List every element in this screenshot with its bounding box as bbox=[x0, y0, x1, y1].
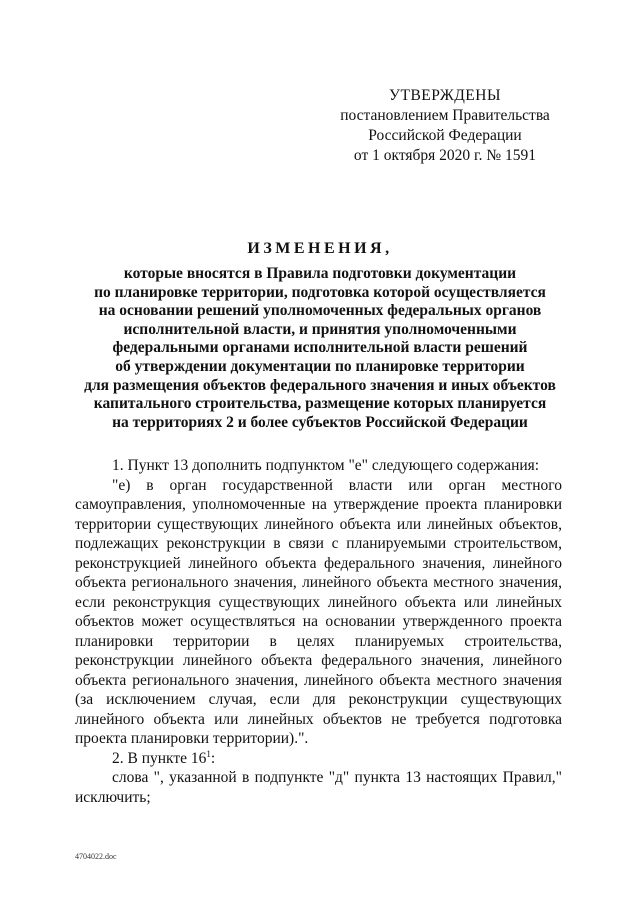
subtitle-line: исполнительной власти, и принятия уполномоченными bbox=[123, 320, 517, 338]
paragraph-1-line: (за исключением случая, если для реконструкции существующих bbox=[75, 691, 562, 708]
paragraph-1-line: объектов может осуществляться на основании утвержденного проекта bbox=[75, 613, 562, 630]
approval-line-2: Российской Федерации bbox=[368, 127, 522, 144]
approval-line-3: от 1 октября 2020 г. № 1591 bbox=[353, 147, 537, 164]
footnote-superscript: 1 bbox=[206, 748, 211, 759]
paragraph-2-line: слова ", указанной в подпункте "д" пункта 13 настоящих Правил," bbox=[112, 769, 562, 786]
subtitle-line: по планировке территории, подготовка которой осуществляется bbox=[94, 283, 546, 301]
paragraph-1-line: реконструкции линейного объекта федерального значения, линейного bbox=[75, 652, 562, 669]
document-title: ИЗМЕНЕНИЯ, bbox=[247, 240, 393, 257]
approval-heading: УТВЕРЖДЕНЫ bbox=[389, 87, 501, 104]
subtitle-line: федеральными органами исполнительной власти решений bbox=[112, 339, 528, 357]
subtitle-line: на основании решений уполномоченных федеральных органов bbox=[98, 302, 542, 320]
paragraph-2-heading-colon: : bbox=[210, 749, 216, 767]
subtitle-line: которые вносятся в Правила подготовки документации bbox=[123, 265, 517, 282]
subtitle-line: капитального строительства, размещение которых планируется bbox=[93, 395, 547, 413]
subtitle-line: об утверждении документации по планировке территории bbox=[115, 357, 525, 375]
paragraph-1-line: объекта регионального значения, линейного объекта местного значения bbox=[75, 671, 562, 689]
paragraph-1-last-line: проекта планировки территории).". bbox=[75, 730, 309, 747]
paragraph-2-heading-text: 2. В пункте 16 bbox=[112, 749, 207, 767]
paragraph-1-line: территории существующих линейного объекта или линейных объектов, bbox=[75, 515, 562, 533]
document-subtitle bbox=[40, 265, 600, 432]
paragraph-2-last-line: исключить; bbox=[75, 788, 151, 806]
subtitle-line: для размещения объектов федерального значения и иных объектов bbox=[84, 376, 556, 394]
document-body bbox=[75, 456, 562, 807]
subtitle-line: на территориях 2 и более субъектов Российской Федерации bbox=[112, 413, 528, 431]
approval-block bbox=[330, 86, 560, 166]
paragraph-1-line: планировки территории в целях планируемых строительства, bbox=[75, 632, 562, 650]
paragraph-1-heading: 1. Пункт 13 дополнить подпунктом "е" следующего содержания: bbox=[112, 457, 540, 474]
paragraph-1-line: объекта регионального значения, линейного объекта местного значения, bbox=[75, 574, 562, 591]
file-name-footer: 4704022.doc bbox=[75, 852, 117, 861]
paragraph-2-heading bbox=[75, 749, 562, 769]
paragraph-1-line: самоуправления, уполномоченные на утверждение проекта планировки bbox=[75, 496, 562, 513]
approval-line-1: постановлением Правительства bbox=[340, 107, 550, 124]
paragraph-1-line: реконструкцией линейного объекта федерального значения, линейного bbox=[75, 554, 562, 572]
paragraph-1-line: линейного объекта или линейных объектов не требуется подготовка bbox=[75, 710, 562, 728]
paragraph-1-line: если реконструкция существующих линейного объекта или линейных bbox=[75, 593, 562, 611]
paragraph-1-line: "е) в орган государственной власти или орган местного bbox=[112, 476, 562, 494]
paragraph-1-line: подлежащих реконструкции в связи с планируемыми строительством, bbox=[75, 535, 562, 552]
